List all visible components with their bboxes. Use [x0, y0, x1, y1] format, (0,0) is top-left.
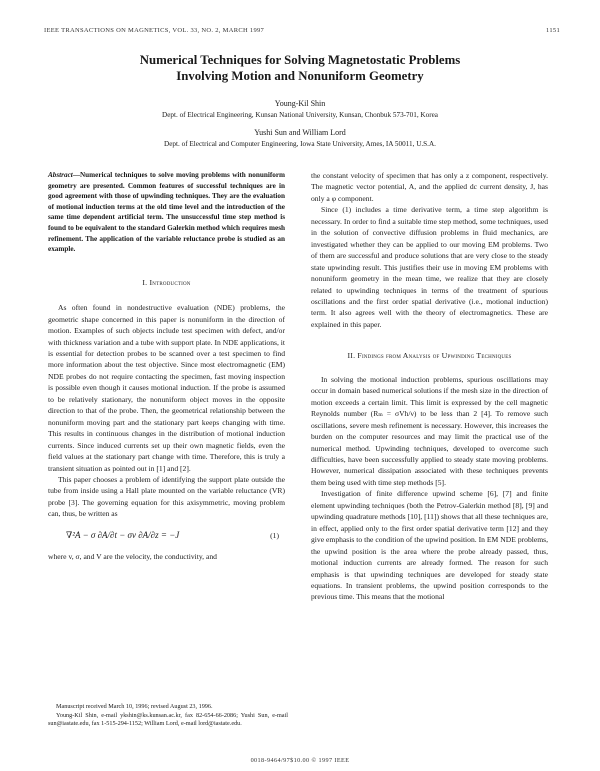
affiliation-2: Dept. of Electrical and Computer Engineering, Iowa State University, Ames, IA 50011, U.S.A.: [164, 140, 436, 148]
page-number: 1151: [546, 27, 560, 34]
running-head: [44, 27, 560, 34]
section-heading-upwinding: II. Findings from Analysis of Upwinding Techniques: [347, 351, 512, 361]
journal-citation: IEEE TRANSACTIONS ON MAGNETICS, VOL. 33, NO. 2, MARCH 1997: [44, 27, 265, 34]
equation-number: (1): [270, 530, 279, 540]
affiliation-1: Dept. of Electrical Engineering, Kunsan National University, Kunsan, Chonbuk 573-701, Korea: [162, 111, 438, 119]
right-paragraph-1: the constant velocity of specimen that has only a z component, respectively. The magnetic vector potential, A, and the applied dc current density, J, has only a φ component.: [311, 171, 548, 203]
left-column: [48, 170, 285, 563]
paper-title: [0, 52, 600, 84]
right-column: [311, 170, 548, 603]
right-paragraph-3: In solving the motional induction problems, spurious oscillations may occur in domain based numerical solutions if the mesh size in the direction of motion exceeds a certain limit. This limit is expressed by the cell magnetic Reynolds number (Rₘ = σVh/ν) to be less than 2 [4]. To remove such oscillations, severe mesh refinement is necessary. However, this increases the burden on the computer resources and may limit the practical use of the numerical method. Upwinding techniques, developed to overcome such difficulties, have been successfully applied to steady state moving problems. However, numerical dissipation associated with these techniques prevents them being used with time step methods [5].: [311, 374, 548, 487]
author-1: Young-Kil Shin: [274, 99, 326, 108]
intro-paragraph-1: As often found in nondestructive evaluation (NDE) problems, the geometric shape concerned in this paper is nonuniform in the direction of motion. Examples of such objects include test specimen with defect, and/or with thickness variation and a tube with support plate. In NDE applications, it is essential for detection probes to be scanned over a test specimen to find more information about the test objective. Since most electromagnetic (EM) NDE probes do not require contacting the specimen, fast moving inspection is possible even though it causes motional induction. If the probe is assumed to be relatively stationary, the nonuniform object moves in the opposite direction to that of the probe. Then, the geometrical relationship between the nonuniform moving part and the stationary part keeps changing with time. This results in continuous changes in the distribution of motional induction currents. Since induced currents set up their own magnetic fields, even the field values at the stationary part change with time. Therefore, this is truly a transient situation as pointed out in [1] and [2].: [48, 303, 285, 473]
abstract: [48, 170, 285, 255]
title-line-2: Involving Motion and Nonuniform Geometry: [176, 69, 424, 83]
intro-paragraph-3: where v, σ, and V are the velocity, the conductivity, and: [48, 552, 217, 562]
footnote: [48, 703, 288, 729]
equation-body: ∇²A − σ ∂A/∂t − σv ∂A/∂z = −J: [66, 529, 180, 540]
intro-paragraph-2: This paper chooses a problem of identifying the support plate outside the tube from inside using a Hall plate mounted on the variable reluctance (VR) probe [3]. The governing equation for this axisymmetric, moving problem can, thus, be written as: [48, 475, 285, 519]
title-line-1: Numerical Techniques for Solving Magnetostatic Problems: [139, 53, 461, 67]
footnote-received: Manuscript received March 10, 1996; revised August 23, 1996.: [56, 703, 213, 710]
section-heading-introduction: I. Introduction: [142, 277, 191, 287]
copyright-footer: 0018-9464/97$10.00 © 1997 IEEE: [250, 757, 350, 764]
footnote-contacts: Young-Kil Shin, e-mail ykshin@ks.kunsan.ac.kr, fax 82-654-66-2086; Yushi Sun, e-mail sun@iastate.edu, fax 1-515-294-1152; William Lord, e-mail lord@iastate.edu.: [48, 711, 288, 728]
right-paragraph-2: Since (1) includes a time derivative term, a time step algorithm is necessary. In order to find a suitable time step method, some techniques, used in the solution of convective diffusion problems in fluid mechanics, are investigated whether they can be applied to our moving EM problems. Two of them are successful and produce solutions that are very close to the steady state upwinding result. This justifies their use in moving EM problems with nonuniform geometry in the mean time, we realize that they are closely related to upwinding techniques in terms of the treatment of spurious oscillations and the first order spatial derivative (i.e., motional induction) term. It also agrees well with the theory of electromagnetics. These are explained in this paper.: [311, 205, 548, 329]
author-2: Yushi Sun and William Lord: [254, 128, 346, 137]
abstract-lead: Abstract: [48, 171, 73, 179]
abstract-text: —Numerical techniques to solve moving problems with nonuniform geometry are presented. Common features of successful techniques are in good agreement with those of upwinding techniques. They are the evaluation of motional induction terms at the old time level and the introduction of the same time dependent artificial term. The unsuccessful time step method is found to be equivalent to the standard Galerkin method which requires mesh refinement. The application of the variable reluctance probe is studied as an example.: [48, 171, 285, 254]
equation-1: [48, 530, 285, 541]
right-paragraph-4: Investigation of finite difference upwind scheme [6], [7] and finite element upwinding techniques (both the Petrov-Galerkin method [8], [9] and upwinding quadrature methods [10], [11]) shows that all these techniques are, in effect, applied only to the first order spatial derivative term [12] and they give emphasis to the condition of the upwind position. In EM NDE problems, the upwind position is the area where the probe already passed, thus, motional induction currents are already formed. The reason for such emphasis is that upwinding techniques are developed for steady state equations. In transient problems, the upwind position corresponds to the previous time. This means that the motional: [311, 489, 548, 602]
